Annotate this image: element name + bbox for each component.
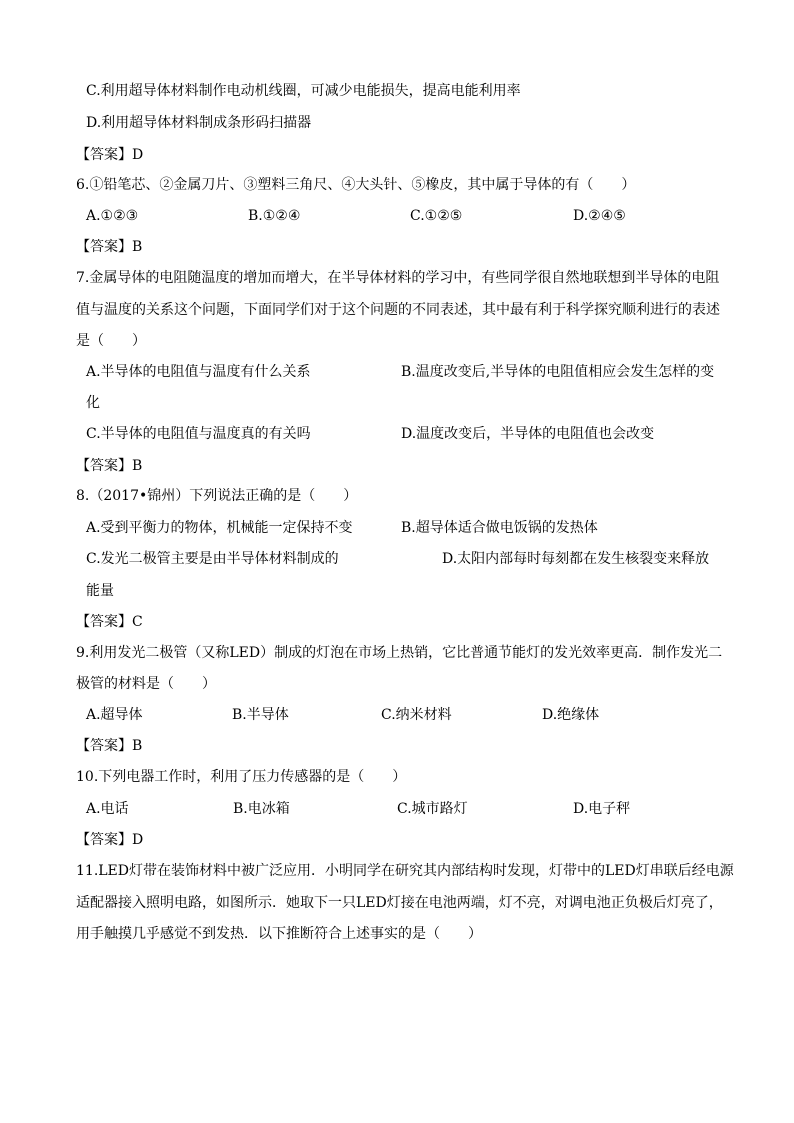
q8-option-c: C.发光二极管主要是由半导体材料制成的	[86, 551, 339, 567]
q7-stem-line3: 是（ ）	[76, 333, 146, 349]
q8-stem: 8.（2017•锦州）下列说法正确的是（ ）	[76, 488, 358, 504]
q8-option-d-line2: 能量	[86, 583, 114, 599]
q8-option-a: A.受到平衡力的物体，机械能一定保持不变	[86, 520, 353, 536]
q6-option-b: B.①②④	[248, 208, 301, 224]
q7-option-b-line2: 化	[86, 395, 100, 411]
q5-option-d: D.利用超导体材料制成条形码扫描器	[86, 115, 312, 131]
q5-answer: 【答案】D	[76, 147, 144, 163]
q7-option-a: A.半导体的电阻值与温度有什么关系	[86, 364, 311, 380]
q11-stem-line1: 11.LED灯带在装饰材料中被广泛应用．小明同学在研究其内部结构时发现，灯带中的LED灯串联后经电源	[76, 863, 734, 879]
q11-stem-line2: 适配器接入照明电路，如图所示．她取下一只LED灯接在电池两端，灯不亮，对调电池正负极后灯亮了，	[76, 895, 723, 911]
q9-answer: 【答案】B	[76, 738, 143, 754]
q7-stem-line1: 7.金属导体的电阻随温度的增加而增大，在半导体材料的学习中，有些同学很自然地联想到半导体的电阻	[76, 270, 720, 286]
q6-stem: 6.①铅笔芯、②金属刀片、③塑料三角尺、④大头针、⑤橡皮，其中属于导体的有（ ）	[76, 177, 636, 193]
q9-option-c: C.纳米材料	[381, 707, 452, 723]
q6-option-d: D.②④⑤	[573, 208, 626, 224]
q9-option-d: D.绝缘体	[542, 707, 600, 723]
q9-stem-line2: 极管的材料是（ ）	[76, 676, 216, 692]
q6-answer: 【答案】B	[76, 239, 143, 255]
q6-option-c: C.①②⑤	[410, 208, 463, 224]
q8-option-d-line1: D.太阳内部每时每刻都在发生核裂变来释放	[442, 551, 710, 567]
q10-option-c: C.城市路灯	[397, 801, 468, 817]
q9-option-b: B.半导体	[232, 707, 289, 723]
q6-option-a: A.①②③	[86, 208, 139, 224]
q10-answer: 【答案】D	[76, 832, 144, 848]
q7-option-c: C.半导体的电阻值与温度真的有关吗	[86, 426, 311, 442]
q7-option-b-line1: B.温度改变后,半导体的电阻值相应会发生怎样的变	[401, 364, 715, 380]
q9-stem-line1: 9.利用发光二极管（又称LED）制成的灯泡在市场上热销，它比普通节能灯的发光效率更高．制作发光二	[76, 645, 723, 661]
q9-option-a: A.超导体	[86, 707, 143, 723]
q10-stem: 10.下列电器工作时，利用了压力传感器的是（ ）	[76, 769, 407, 785]
q10-option-b: B.电冰箱	[233, 801, 290, 817]
q7-stem-line2: 值与温度的关系这个问题，下面同学们对于这个问题的不同表述，其中最有利于科学探究顺利进行的表述	[76, 302, 720, 318]
q8-answer: 【答案】C	[76, 614, 143, 630]
q11-stem-line3: 用手触摸几乎感觉不到发热．以下推断符合上述事实的是（ ）	[76, 926, 482, 942]
q5-option-c: C.利用超导体材料制作电动机线圈，可减少电能损失，提高电能利用率	[86, 83, 521, 99]
q8-option-b: B.超导体适合做电饭锅的发热体	[401, 520, 598, 536]
q10-option-d: D.电子秤	[573, 801, 631, 817]
q7-answer: 【答案】B	[76, 458, 143, 474]
q10-option-a: A.电话	[86, 801, 129, 817]
q7-option-d: D.温度改变后，半导体的电阻值也会改变	[401, 426, 655, 442]
